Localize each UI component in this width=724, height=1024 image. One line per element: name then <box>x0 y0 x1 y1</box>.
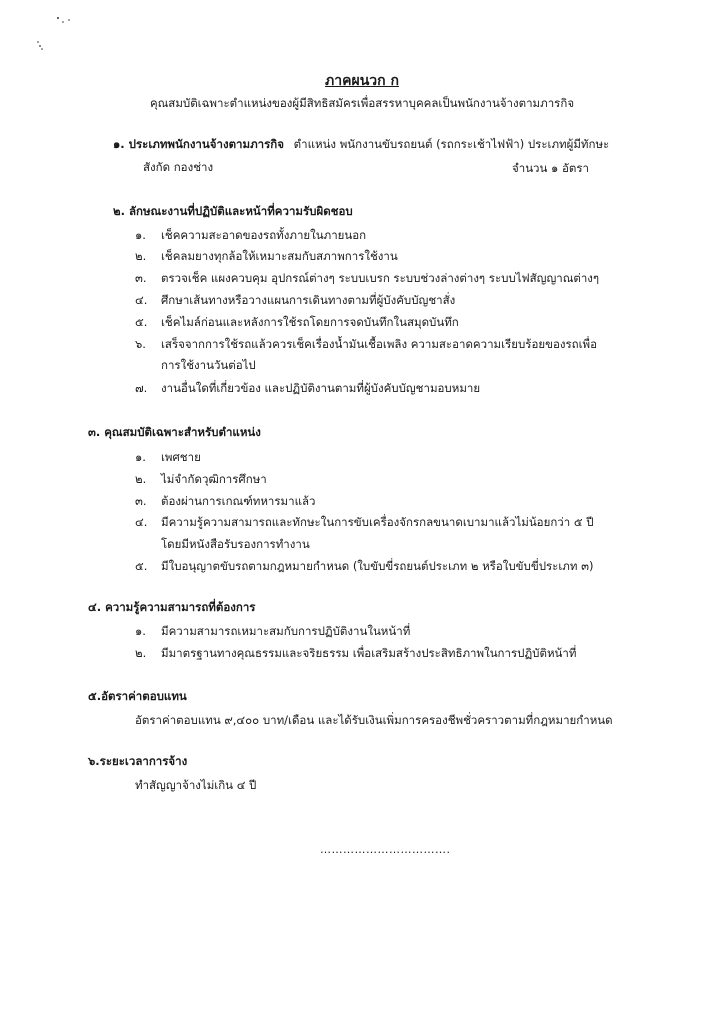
end-dotted-line: ……………………………. <box>320 843 451 856</box>
section-3-heading: ๓. คุณสมบัติเฉพาะสำหรับตำแหน่ง <box>88 425 261 439</box>
page-title: ภาคผนวก ก <box>325 73 399 89</box>
section-4-heading: ๔. ความรู้ความสามารถที่ต้องการ <box>88 600 256 614</box>
list-item-continuation: โดยมีหนังสือรับรองการทำงาน <box>161 537 310 551</box>
section-6-text: ทำสัญญาจ้างไม่เกิน ๔ ปี <box>135 778 257 792</box>
list-item: ๓. ตรวจเช็ค แผงควบคุม อุปกรณ์ต่างๆ ระบบเบรก ระบบช่วงล่างต่างๆ ระบบไฟสัญญาณต่างๆ <box>135 271 600 285</box>
list-item: ๕. เช็คไมล์ก่อนและหลังการใช้รถโดยการจดบันทึกในสมุดบันทึก <box>135 315 459 329</box>
list-item: ๖. เสร็จจากการใช้รถแล้วควรเช็คเรื่องน้ำมันเชื้อเพลิง ความสะอาดความเรียบร้อยของรถเพื่อ <box>135 337 598 351</box>
section-6-heading: ๖.ระยะเวลาการจ้าง <box>88 754 188 768</box>
section-2-heading: ๒. ลักษณะงานที่ปฏิบัติและหน้าที่ความรับผิดชอบ <box>113 204 353 218</box>
section-1-department: สังกัด กองช่าง <box>143 160 214 174</box>
list-item: ๕. มีใบอนุญาตขับรถตามกฎหมายกำหนด (ใบขับขี่รถยนต์ประเภท ๒ หรือใบขับขี่ประเภท ๓) <box>135 559 594 573</box>
list-item: ๒. ไม่จำกัดวุฒิการศึกษา <box>135 472 267 486</box>
section-1-line <box>113 137 609 151</box>
page-subtitle: คุณสมบัติเฉพาะตำแหน่งของผู้มีสิทธิสมัครเพื่อสรรหาบุคคลเป็นพนักงานจ้างตามภารกิจ <box>149 96 575 110</box>
section-1-count: จำนวน ๑ อัตรา <box>512 161 589 175</box>
section-5-text: อัตราค่าตอบแทน ๙,๔๐๐ บาท/เดือน และได้รับเงินเพิ่มการครองชีพชั่วคราวตามที่กฎหมายกำหนด <box>135 713 613 727</box>
section-1-heading: ๑. ประเภทพนักงานจ้างตามภารกิจ <box>113 137 284 151</box>
list-item-continuation: การใช้งานวันต่อไป <box>161 358 256 372</box>
section-5-heading: ๕.อัตราค่าตอบแทน <box>88 689 187 703</box>
scan-speck-marks <box>36 14 86 64</box>
list-item: ๗. งานอื่นใดที่เกี่ยวข้อง และปฏิบัติงานตามที่ผู้บังคับบัญชามอบหมาย <box>135 381 481 395</box>
section-1-position: ตำแหน่ง พนักงานขับรถยนต์ (รถกระเช้าไฟฟ้า) ประเภทผู้มีทักษะ <box>293 137 610 151</box>
list-item: ๑. เช็คความสะอาดของรถทั้งภายในภายนอก <box>135 228 367 242</box>
list-item: ๑. เพศชาย <box>135 450 201 464</box>
list-item: ๓. ต้องผ่านการเกณฑ์ทหารมาแล้ว <box>135 494 316 508</box>
list-item: ๔. มีความรู้ความสามารถและทักษะในการขับเครื่องจักรกลขนาดเบามาแล้วไม่น้อยกว่า ๕ ปี <box>135 515 594 529</box>
list-item: ๔. ศึกษาเส้นทางหรือวางแผนการเดินทางตามที่ผู้บังคับบัญชาสั่ง <box>135 293 456 307</box>
list-item: ๒. เช็คลมยางทุกล้อให้เหมาะสมกับสภาพการใช้งาน <box>135 249 398 263</box>
list-item: ๒. มีมาตรฐานทางคุณธรรมและจริยธรรม เพื่อเสริมสร้างประสิทธิภาพในการปฏิบัติหน้าที่ <box>135 646 577 660</box>
list-item: ๑. มีความสามารถเหมาะสมกับการปฏิบัติงานในหน้าที่ <box>135 624 411 638</box>
